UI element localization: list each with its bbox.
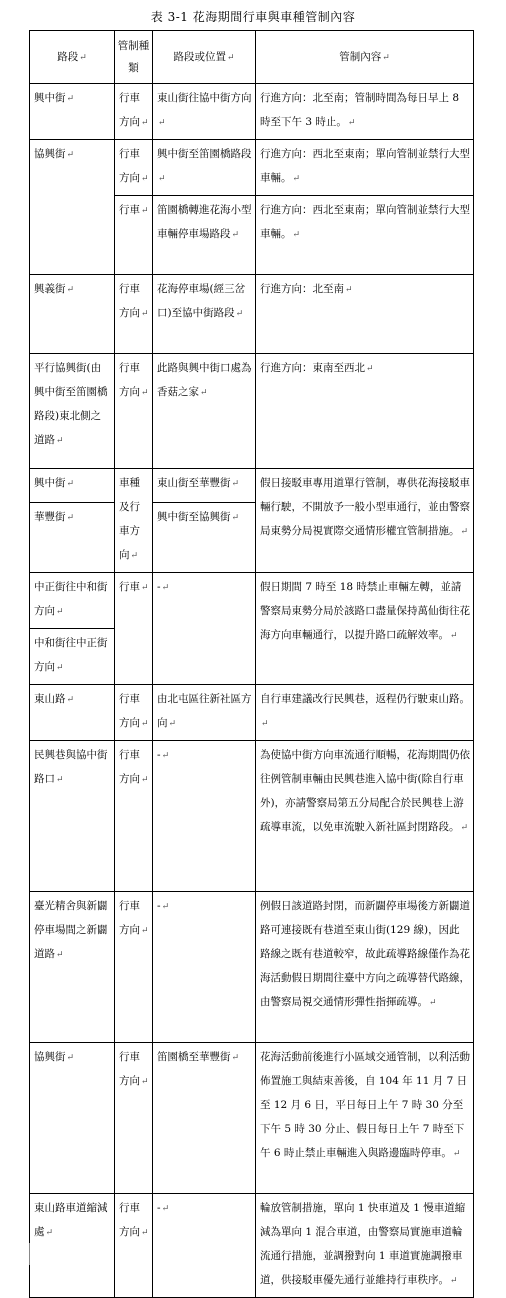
- cell-road: 東山路↵: [30, 685, 115, 741]
- segment-text: 興中街至協興街: [157, 511, 231, 524]
- cell-segment: 東山街至華豐街↵: [153, 469, 256, 503]
- traffic-control-table: [29, 30, 474, 1298]
- segment-text: 由北屯區往新社區方向: [157, 693, 252, 729]
- cell-type: 行車方向↵: [115, 685, 153, 741]
- cell-road: 興中街↵: [30, 469, 115, 503]
- page-corner-mark: [29, 1243, 40, 1265]
- road-text: 興義街: [34, 283, 66, 295]
- type-text: 行車方向: [119, 749, 140, 785]
- type-text: 行車方向: [119, 283, 140, 319]
- content-text: 花海活動前後進行小區域交通管制，以利活動佈置施工與結束善後，自 104 年 11 月 7 日至 12 月 6 日，平日每日上午 7 時 30 分至下午 5 時 30 分止、假日每日上午 7 時至下午 6 時止禁止車輛進入與路邊臨時停車。: [260, 1051, 470, 1159]
- cell-road: 華豐街↵: [30, 503, 115, 573]
- content-text: 輪放管制措施，單向 1 快車道及 1 慢車道縮減為單向 1 混合車道，由警察局實施車道輪流通行措施，並調撥對向 1 車道實施調撥車道，供接駁車優先通行並維持行車秩序。: [260, 1202, 466, 1286]
- cell-segment: 東山街往協中街方向↵: [153, 84, 256, 140]
- cell-type: 行車↵: [115, 196, 153, 275]
- table-row: [30, 140, 474, 196]
- table-header-row: [30, 31, 474, 84]
- cell-type: 行車方向↵: [115, 275, 153, 354]
- cell-road: 平行協興街(由興中街至笛園橋路段)東北側之道路↵: [30, 354, 115, 469]
- table-row: [30, 1194, 474, 1298]
- content-text: 行進方向：東南至西北: [260, 362, 365, 374]
- road-text: 協興街: [34, 148, 66, 160]
- cell-content: 花海活動前後進行小區域交通管制，以利活動佈置施工與結束善後，自 104 年 11 月 7 日至 12 月 6 日，平日每日上午 7 時 30 分至下午 5 時 30 分止、假日每日上午 7 時至下午 6 時止禁止車輛進入與路邊臨時停車。↵: [256, 1043, 474, 1194]
- content-text: 假日期間 7 時至 18 時禁止車輛左轉，並請警察局東勢分局於該路口盡量保持萬仙街往花海方向車輛通行，以提升路口疏解效率。: [260, 581, 470, 641]
- cell-type: 行車方向↵: [115, 84, 153, 140]
- type-text: 行車方向: [119, 148, 140, 184]
- header-road: 路段↵: [30, 31, 115, 84]
- type-text: 行車方向: [119, 92, 140, 128]
- type-text: 行車方向: [119, 693, 140, 729]
- table-row: [30, 84, 474, 140]
- segment-text: 笛園橋至華豐街: [157, 1051, 231, 1063]
- cell-road: 中正街往中和街方向↵: [30, 573, 115, 629]
- table-row: [30, 685, 474, 741]
- type-text: 車種及行車方向: [119, 477, 140, 561]
- cell-type: 行車方向↵: [115, 741, 153, 892]
- cell-road: 協興街↵: [30, 140, 115, 275]
- cell-segment: 笛園橋轉進花海小型車輛停車場路段↵: [153, 196, 256, 275]
- header-segment: 路段或位置↵: [153, 31, 256, 84]
- table-row: [30, 1043, 474, 1194]
- cell-type: 行車方向↵: [115, 892, 153, 1043]
- table-row: [30, 275, 474, 354]
- header-segment-label: 路段或位置: [173, 50, 226, 63]
- cell-content: 行進方向：北至南↵: [256, 275, 474, 354]
- cell-content: 行進方向：西北至東南；單向管制並禁行大型車輛。↵: [256, 196, 474, 275]
- table-caption: 表 3-1 花海期間行車與車種管制內容: [150, 10, 356, 24]
- cell-type: 行車方向↵: [115, 1194, 153, 1298]
- cell-road: 東山路車道縮減處↵: [30, 1194, 115, 1298]
- segment-text: 笛園橋轉進花海小型車輛停車場路段: [157, 204, 252, 240]
- cell-road: 興義街↵: [30, 275, 115, 354]
- cell-segment: 興中街至協興街↵: [153, 503, 256, 573]
- road-text: 臺光精舍與新闢停車場間之新闢道路: [34, 900, 108, 960]
- segment-text: -: [157, 749, 161, 761]
- cell-type: 行車↵: [115, 573, 153, 685]
- cell-content: 行進方向：西北至東南；單向管制並禁行大型車輛。↵: [256, 140, 474, 196]
- cell-type: 行車方向↵: [115, 140, 153, 196]
- cell-type: 行車方向↵: [115, 1043, 153, 1194]
- cell-road: 中和街往中正街方向↵: [30, 629, 115, 685]
- segment-text: -: [157, 581, 161, 593]
- segment-text: 花海停車場(經三岔口)至協中街路段: [157, 283, 246, 319]
- cell-content: 行進方向：北至南；管制時間為每日早上 8 時至下午 3 時止。↵: [256, 84, 474, 140]
- cell-type: 行車方向↵: [115, 354, 153, 469]
- cell-type: 車種及行車方向↵: [115, 469, 153, 573]
- segment-text: 興中街至笛園橋路段: [157, 148, 252, 160]
- segment-text: 東山街至華豐街: [157, 477, 231, 489]
- table-row: [30, 741, 474, 892]
- header-content: 管制內容↵: [256, 31, 474, 84]
- cell-content: 為使協中街方向車流通行順暢，花海期間仍依往例管制車輛由民興巷進入協中街(除自行車外)，亦請警察局第五分局配合於民興巷上游疏導車流，以免車流駛入新社區封閉路段。↵: [256, 741, 474, 892]
- cell-segment: 由北屯區往新社區方向↵: [153, 685, 256, 741]
- content-text: 自行車建議改行民興巷，返程仍行駛東山路。: [260, 693, 470, 705]
- cell-segment: 興中街至笛園橋路段↵: [153, 140, 256, 196]
- cell-segment: -↵: [153, 892, 256, 1043]
- type-text: 行車方向: [119, 900, 140, 936]
- table-row: [30, 892, 474, 1043]
- content-text: 行進方向：北至南；管制時間為每日早上 8 時至下午 3 時止。: [260, 92, 460, 128]
- road-text: 東山路: [34, 693, 66, 705]
- content-text: 例假日該道路封閉，而新闢停車場後方新闢道路可連接既有巷道至東山街(129 線)，因此路線之既有巷道較窄，故此疏導路線僅作為花海活動假日期間往臺中方向之疏導替代路線，由警察局視交通情形彈性指揮疏導。: [260, 900, 470, 1008]
- segment-text: -: [157, 1202, 161, 1214]
- table-row: [30, 573, 474, 629]
- segment-text: 東山街往協中街方向: [157, 92, 252, 104]
- cell-segment: 笛園橋至華豐街↵: [153, 1043, 256, 1194]
- cell-content: 輪放管制措施，單向 1 快車道及 1 慢車道縮減為單向 1 混合車道，由警察局實施車道輪流通行措施，並調撥對向 1 車道實施調撥車道，供接駁車優先通行並維持行車秩序。↵: [256, 1194, 474, 1298]
- content-text: 行進方向：北至南: [260, 283, 344, 295]
- cell-road: 民興巷與協中街路口↵: [30, 741, 115, 892]
- road-text: 中正街往中和街方向: [34, 581, 108, 617]
- type-text: 行車: [119, 204, 140, 216]
- road-text: 東山路車道縮減處: [34, 1202, 108, 1238]
- type-text: 行車方向: [119, 1051, 140, 1087]
- cell-content: 自行車建議改行民興巷，返程仍行駛東山路。↵: [256, 685, 474, 741]
- cell-road: 協興街↵: [30, 1043, 115, 1194]
- road-text: 興中街: [34, 477, 66, 489]
- segment-text: 此路與興中街口處為香菇之家: [157, 362, 252, 398]
- road-text: 平行協興街(由興中街至笛園橋路段)東北側之道路: [34, 362, 108, 446]
- header-type: [115, 31, 153, 84]
- road-text: 中和街往中正街方向: [34, 637, 108, 673]
- cell-road: 興中街↵: [30, 84, 115, 140]
- road-text: 興中街: [34, 92, 66, 104]
- header-type-label: 管制種類: [117, 40, 150, 74]
- cell-segment: 花海停車場(經三岔口)至協中街路段↵: [153, 275, 256, 354]
- road-text: 民興巷與協中街路口: [34, 749, 108, 785]
- content-text: 行進方向：西北至東南；單向管制並禁行大型車輛。: [260, 204, 470, 240]
- segment-text: -: [157, 900, 161, 912]
- road-text: 協興街: [34, 1051, 66, 1063]
- cell-segment: 此路與興中街口處為香菇之家↵: [153, 354, 256, 469]
- cell-segment: -↵: [153, 573, 256, 685]
- cell-content: 例假日該道路封閉，而新闢停車場後方新闢道路可連接既有巷道至東山街(129 線)，因此路線之既有巷道較窄，故此疏導路線僅作為花海活動假日期間往臺中方向之疏導替代路線，由警察局視交通情形彈性指揮疏導。↵: [256, 892, 474, 1043]
- cell-content: 行進方向：東南至西北↵: [256, 354, 474, 469]
- table-row: [30, 354, 474, 469]
- header-content-label: 管制內容: [339, 50, 382, 63]
- cell-content: 假日期間 7 時至 18 時禁止車輛左轉，並請警察局東勢分局於該路口盡量保持萬仙街往花海方向車輛通行，以提升路口疏解效率。↵: [256, 573, 474, 685]
- cell-road: 臺光精舍與新闢停車場間之新闢道路↵: [30, 892, 115, 1043]
- type-text: 行車方向: [119, 1202, 140, 1238]
- table-row: [30, 469, 474, 503]
- content-text: 行進方向：西北至東南；單向管制並禁行大型車輛。: [260, 148, 470, 184]
- road-text: 華豐街: [34, 511, 66, 524]
- header-road-label: 路段: [57, 50, 79, 63]
- content-text: 為使協中街方向車流通行順暢，花海期間仍依往例管制車輛由民興巷進入協中街(除自行車外)，亦請警察局第五分局配合於民興巷上游疏導車流，以免車流駛入新社區封閉路段。: [260, 749, 470, 833]
- cell-content: 假日接駁車專用道單行管制，專供花海接駁車輛行駛，不開放予一般小型車通行，並由警察局東勢分局視實際交通情形權宜管制措施。↵: [256, 469, 474, 573]
- type-text: 行車方向: [119, 362, 140, 398]
- content-text: 假日接駁車專用道單行管制，專供花海接駁車輛行駛，不開放予一般小型車通行，並由警察局東勢分局視實際交通情形權宜管制措施。: [260, 477, 470, 537]
- type-text: 行車: [119, 581, 140, 593]
- cell-segment: -↵: [153, 1194, 256, 1298]
- cell-segment: -↵: [153, 741, 256, 892]
